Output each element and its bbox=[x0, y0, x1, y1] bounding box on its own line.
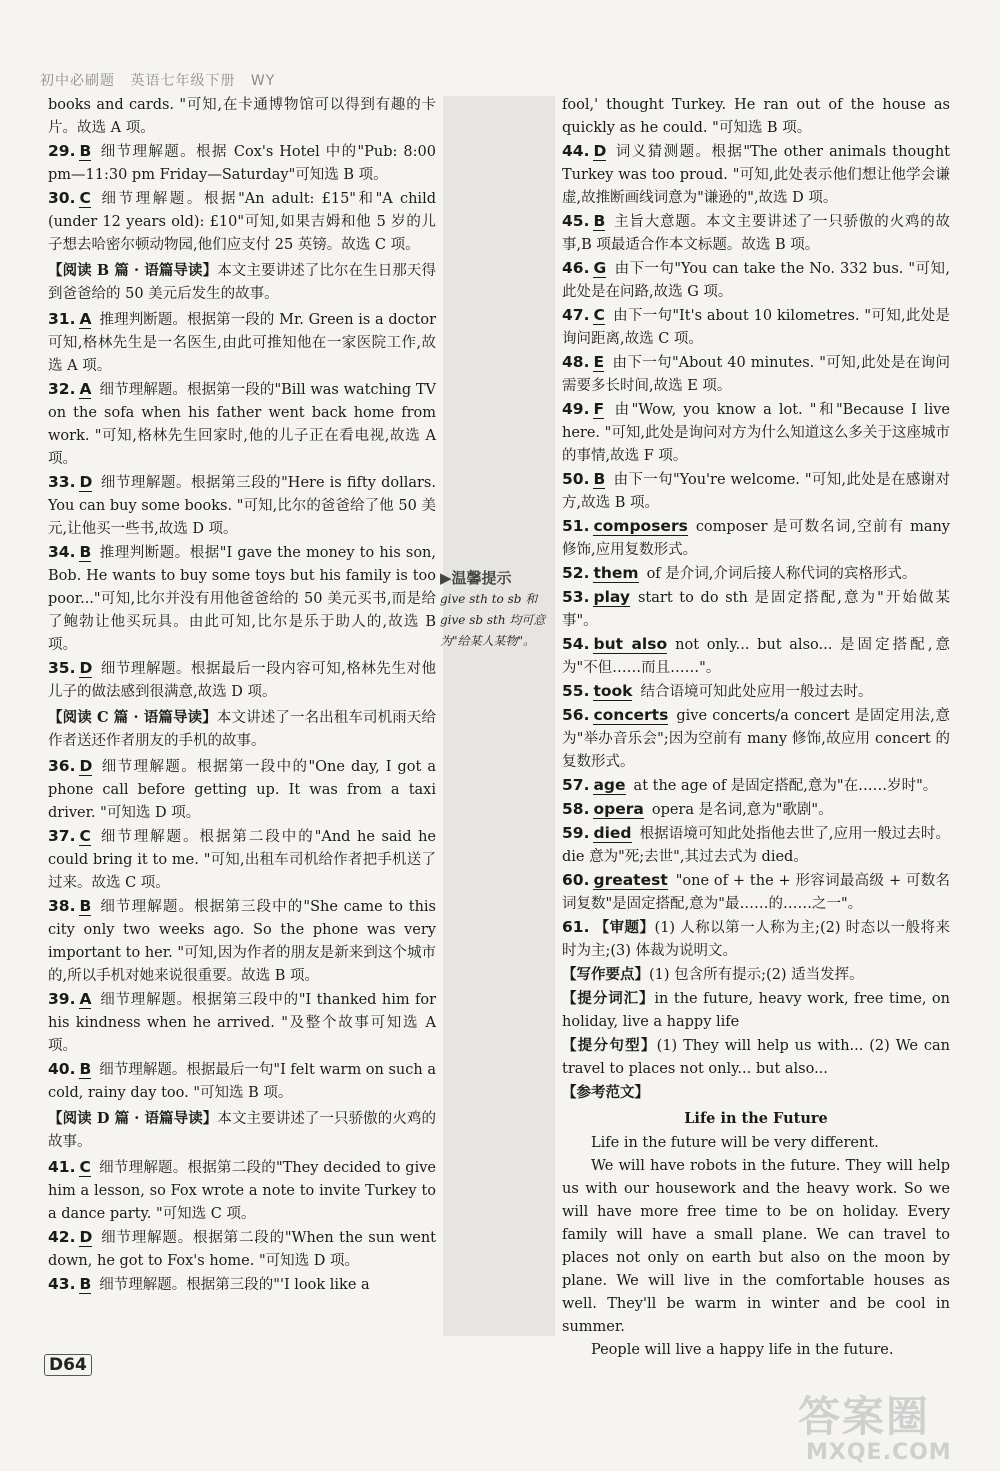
tip-title: ▶温馨提示 bbox=[440, 569, 512, 587]
answer-item bbox=[48, 1058, 436, 1105]
answer-key: B bbox=[593, 470, 606, 488]
answer-key: D bbox=[79, 757, 93, 775]
series-name: 初中必刷题 bbox=[40, 73, 115, 89]
page-header bbox=[40, 70, 285, 90]
answer-num: 51. bbox=[562, 517, 590, 535]
left-column bbox=[48, 94, 436, 1297]
answer-explanation: 细节理解题。根据第二段的"When the sun went down, he got to Fox's home. "可知选 D 项。 bbox=[48, 1230, 436, 1269]
answer-key: took bbox=[593, 682, 633, 700]
writing-section bbox=[562, 916, 950, 1362]
answer-num: 32. bbox=[48, 380, 76, 398]
answer-explanation: 细节理解题。根据第三段的"'I look like a bbox=[99, 1277, 370, 1293]
answer-explanation: 主旨大意题。本文主要讲述了一只骄傲的火鸡的故事,B 项最适合作本文标题。故选 B 项。 bbox=[562, 214, 950, 253]
answer-num: 52. bbox=[562, 564, 590, 582]
answer-key: D bbox=[79, 1228, 93, 1246]
answer-num: 39. bbox=[48, 990, 76, 1008]
answer-num: 44. bbox=[562, 142, 590, 160]
answer-explanation: 细节理解题。根据 Cox's Hotel 中的"Pub: 8:00 pm—11:30 pm Friday—Saturday"可知选 B 项。 bbox=[48, 144, 436, 183]
answer-key: opera bbox=[593, 800, 644, 818]
answer-num: 34. bbox=[48, 543, 76, 561]
answer-explanation: at the age of 是固定搭配,意为"在……岁时"。 bbox=[633, 778, 938, 794]
passage-intro bbox=[48, 1107, 436, 1154]
answer-explanation: 细节理解题。根据第三段的"Here is fifty dollars. You can buy some books. "可知,比尔的爸爸给了他 50 美元,让他买一些书,故选 D 项。 bbox=[48, 475, 436, 537]
right-column bbox=[562, 94, 950, 1362]
answer-explanation: 细节理解题。根据第二段的"They decided to give him a lesson, so Fox wrote a note to invite Turkey to a dance party. "可知选 C 项。 bbox=[48, 1160, 436, 1222]
answer-explanation: 根据语境可知此处指他去世了,应用一般过去时。die 意为"死;去世",其过去式为 died。 bbox=[562, 826, 950, 865]
answer-explanation: 由下一句"About 40 minutes. "可知,此处是在询问需要多长时间,故选 E 项。 bbox=[562, 355, 950, 394]
answer-key: died bbox=[593, 824, 632, 842]
answer-item bbox=[48, 988, 436, 1058]
answer-item bbox=[562, 257, 950, 304]
watermark-logo: 答案圈 bbox=[798, 1392, 931, 1441]
answer-num: 59. bbox=[562, 824, 590, 842]
answer-num: 48. bbox=[562, 353, 590, 371]
answer-num: 55. bbox=[562, 682, 590, 700]
answer-num: 29. bbox=[48, 142, 76, 160]
answer-explanation: 细节理解题。根据第一段的"Bill was watching TV on the sofa when his father went back home from work. "可知,格林先生回家时,他的儿子正在看电视,故选 A 项。 bbox=[48, 382, 436, 467]
watermark-site: MXQE.COM bbox=[806, 1440, 952, 1465]
answer-key: F bbox=[593, 400, 605, 418]
answer-key: B bbox=[79, 897, 92, 915]
answer-item bbox=[562, 398, 950, 468]
right-answers bbox=[562, 94, 950, 916]
essay-title: Life in the Future bbox=[684, 1110, 828, 1127]
answer-item bbox=[48, 471, 436, 541]
continued-text: fool,' thought Turkey. He ran out of the house as quickly as he could. "可知选 B 项。 bbox=[562, 97, 950, 136]
answer-key: E bbox=[593, 353, 605, 371]
answer-num: 56. bbox=[562, 706, 590, 724]
answer-key: D bbox=[79, 659, 93, 677]
answer-num: 46. bbox=[562, 259, 590, 277]
tip-box bbox=[440, 568, 552, 652]
answer-key: B bbox=[79, 1060, 92, 1078]
answer-item bbox=[48, 1156, 436, 1226]
margin-strip bbox=[443, 96, 555, 1336]
answer-item bbox=[48, 657, 436, 704]
intro-label: 【阅读 D 篇 · 语篇导读】 bbox=[48, 1110, 218, 1127]
answer-num: 35. bbox=[48, 659, 76, 677]
answer-num: 30. bbox=[48, 189, 76, 207]
answer-key: G bbox=[593, 259, 607, 277]
answer-item bbox=[562, 869, 950, 916]
answer-item bbox=[562, 351, 950, 398]
answer-key: play bbox=[593, 588, 630, 606]
answer-explanation: 由下一句"You can take the No. 332 bus. "可知,此处是在问路,故选 G 项。 bbox=[562, 261, 950, 300]
answer-num: 61. bbox=[562, 918, 590, 936]
writing-sample-label bbox=[562, 1081, 950, 1105]
sentences-label: 【提分句型】 bbox=[562, 1037, 657, 1054]
answer-num: 40. bbox=[48, 1060, 76, 1078]
answer-key: age bbox=[593, 776, 626, 794]
points-label: 【写作要点】 bbox=[562, 966, 649, 983]
answer-num: 53. bbox=[562, 588, 590, 606]
essay-paragraph: People will live a happy life in the future. bbox=[591, 1342, 894, 1358]
answer-num: 42. bbox=[48, 1228, 76, 1246]
answer-num: 47. bbox=[562, 306, 590, 324]
answer-key: composers bbox=[593, 517, 688, 535]
answer-explanation: 推理判断题。根据"I gave the money to his son, Bob. He wants to buy some toys but his family is too poor..."可知,比尔并没有用他爸爸给的 50 美元买书,而是给了鲍勃让他买玩具。由此可知,比尔是乐于助人的,故选 B 项。 bbox=[48, 545, 436, 653]
answer-key: them bbox=[593, 564, 639, 582]
intro-label: 【阅读 B 篇 · 语篇导读】 bbox=[48, 262, 218, 279]
answer-explanation: of 是介词,介词后接人称代词的宾格形式。 bbox=[646, 566, 917, 582]
answer-explanation: composer 是可数名词,空前有 many 修饰,应用复数形式。 bbox=[562, 519, 950, 558]
answer-num: 33. bbox=[48, 473, 76, 491]
answer-explanation: give concerts/a concert 是固定用法,意为"举办音乐会";因为空前有 many 修饰,故应用 concert 的复数形式。 bbox=[562, 708, 950, 770]
answer-item bbox=[48, 1273, 436, 1297]
answer-item bbox=[562, 562, 950, 586]
answer-key: B bbox=[79, 543, 92, 561]
answer-explanation: 结合语境可知此处应用一般过去时。 bbox=[640, 684, 873, 700]
answer-item bbox=[48, 308, 436, 378]
answer-explanation: 由"Wow, you know a lot. "和"Because I live here. "可知,此处是询问对方为什么知道这么多关于这座城市的事情,故选 F 项。 bbox=[562, 402, 950, 464]
answer-num: 58. bbox=[562, 800, 590, 818]
answer-item bbox=[562, 798, 950, 822]
answer-key: C bbox=[79, 189, 91, 207]
answer-explanation: "one of + the + 形容词最高级 + 可数名词复数"是固定搭配,意为"最……的……之一"。 bbox=[562, 873, 950, 912]
answer-explanation: 细节理解题。根据"An adult: £15"和"A child (under 12 years old): £10"可知,如果吉姆和他 5 岁的儿子想去哈密尔顿动物园,他们应支付 25 英镑。故选 C 项。 bbox=[48, 191, 436, 253]
subject-name: 英语七年级下册 bbox=[130, 73, 236, 89]
answer-num: 50. bbox=[562, 470, 590, 488]
writing-vocab bbox=[562, 987, 950, 1034]
answer-explanation: not only... but also... 是固定搭配,意为"不但……而且……"。 bbox=[562, 637, 950, 676]
tip-text: give sth to sb 和 give sb sth 均可意为"给某人某物"。 bbox=[440, 592, 546, 648]
answer-key: greatest bbox=[593, 871, 668, 889]
answer-item bbox=[562, 680, 950, 704]
intro-label: 【阅读 C 篇 · 语篇导读】 bbox=[48, 709, 217, 726]
answer-key: C bbox=[79, 827, 91, 845]
answer-key: C bbox=[79, 1158, 91, 1176]
answer-key: A bbox=[79, 990, 92, 1008]
answer-explanation: 细节理解题。根据第二段中的"And he said he could bring it to me. "可知,出租车司机给作者把手机送了过来。故选 C 项。 bbox=[48, 829, 436, 891]
answer-item bbox=[562, 515, 950, 562]
essay-paragraph: Life in the future will be very different. bbox=[591, 1135, 879, 1151]
answer-item bbox=[48, 1226, 436, 1273]
answer-explanation: 由下一句"You're welcome. "可知,此处是在感谢对方,故选 B 项。 bbox=[562, 472, 950, 511]
answer-num: 49. bbox=[562, 400, 590, 418]
edition-label: WY bbox=[250, 73, 276, 89]
answer-num: 31. bbox=[48, 310, 76, 328]
answer-item bbox=[48, 378, 436, 471]
answer-key: A bbox=[79, 310, 92, 328]
answer-key: but also bbox=[593, 635, 668, 653]
answer-explanation: 细节理解题。根据第三段中的"She came to this city only two weeks ago. So the phone was very important to her. "可知,因为作者的朋友是新来到这个城市的,所以手机对她来说很重要。故选 B 项。 bbox=[48, 899, 436, 984]
vocab-text: in the future, heavy work, free time, on holiday, live a happy life bbox=[562, 991, 951, 1030]
answer-num: 37. bbox=[48, 827, 76, 845]
answer-num: 57. bbox=[562, 776, 590, 794]
answer-num: 45. bbox=[562, 212, 590, 230]
answer-explanation: 细节理解题。根据第三段中的"I thanked him for his kindness when he arrived. "及整个故事可知选 A 项。 bbox=[48, 992, 436, 1054]
answer-item bbox=[562, 586, 950, 633]
answer-num: 54. bbox=[562, 635, 590, 653]
answer-key: C bbox=[593, 306, 605, 324]
answer-explanation: 细节理解题。根据最后一句"I felt warm on such a cold, rainy day too. "可知选 B 项。 bbox=[48, 1062, 436, 1101]
sentences-text: (1) They will help us with... (2) We can travel to places not only... but also... bbox=[562, 1038, 950, 1077]
answer-item bbox=[562, 304, 950, 351]
passage-intro bbox=[48, 706, 436, 753]
writing-shenti bbox=[562, 916, 950, 963]
sample-label: 【参考范文】 bbox=[562, 1084, 649, 1101]
answer-key: A bbox=[79, 380, 92, 398]
answer-item bbox=[562, 633, 950, 680]
intro-text: 本文主要讲述了一只骄傲的火鸡的故事。 bbox=[48, 1111, 436, 1150]
answer-item bbox=[48, 140, 436, 187]
answer-key: B bbox=[593, 212, 606, 230]
writing-points bbox=[562, 963, 950, 987]
answer-key: D bbox=[79, 473, 93, 491]
page-number: D64 bbox=[44, 1354, 92, 1376]
answer-key: D bbox=[593, 142, 607, 160]
intro-text: 本文主要讲述了比尔在生日那天得到爸爸给的 50 美元后发生的故事。 bbox=[48, 263, 436, 302]
answer-item bbox=[48, 541, 436, 657]
answer-explanation: 词义猜测题。根据"The other animals thought Turkey was too proud. "可知,此处表示他们想让他学会谦虚,故推断画线词意为"谦逊的",故选 D 项。 bbox=[562, 144, 950, 206]
shenti-label: 【审题】 bbox=[594, 919, 655, 936]
answer-item bbox=[562, 210, 950, 257]
answer-item bbox=[562, 704, 950, 774]
answer-explanation: 推理判断题。根据第一段的 Mr. Green is a doctor 可知,格林先生是一名医生,由此可推知他在一家医院工作,故选 A 项。 bbox=[48, 312, 436, 374]
answer-explanation: opera 是名词,意为"歌剧"。 bbox=[651, 802, 833, 818]
answer-item bbox=[562, 774, 950, 798]
answer-explanation: 细节理解题。根据第一段中的"One day, I got a phone call before getting up. It was from a taxi driver. "可知选 D 项。 bbox=[48, 759, 436, 821]
answer-explanation: start to do sth 是固定搭配,意为"开始做某事"。 bbox=[562, 590, 950, 629]
passage-intro bbox=[48, 259, 436, 306]
answer-item bbox=[48, 755, 436, 825]
essay-paragraph: We will have robots in the future. They will help us with our housework and the heavy work. So we will have more free time to be on holiday. Every family will have a small plane. We can travel to places not only on earth but also on the moon by plane. We will live in the comfortable houses as well. They'll be warm in winter and be cool in summer. bbox=[562, 1158, 950, 1335]
answer-key: concerts bbox=[593, 706, 669, 724]
answer-num: 38. bbox=[48, 897, 76, 915]
answer-num: 36. bbox=[48, 757, 76, 775]
shenti-text: (1) 人称以第一人称为主;(2) 时态以一般将来时为主;(3) 体裁为说明文。 bbox=[562, 920, 951, 959]
writing-sentences bbox=[562, 1034, 950, 1081]
answer-explanation: 细节理解题。根据最后一段内容可知,格林先生对他儿子的做法感到很满意,故选 D 项。 bbox=[48, 661, 436, 700]
answer-item bbox=[48, 895, 436, 988]
answer-item bbox=[562, 140, 950, 210]
answer-item bbox=[48, 187, 436, 257]
answer-num: 43. bbox=[48, 1275, 76, 1293]
answer-item bbox=[562, 468, 950, 515]
answer-num: 60. bbox=[562, 871, 590, 889]
answer-item bbox=[48, 825, 436, 895]
intro-text: 本文讲述了一名出租车司机雨天给作者送还作者朋友的手机的故事。 bbox=[48, 710, 437, 749]
answer-key: B bbox=[79, 142, 92, 160]
vocab-label: 【提分词汇】 bbox=[562, 990, 655, 1007]
answer-num: 41. bbox=[48, 1158, 76, 1176]
answer-item bbox=[562, 822, 950, 869]
points-text: (1) 包含所有提示;(2) 适当发挥。 bbox=[649, 967, 864, 983]
answer-explanation: 由下一句"It's about 10 kilometres. "可知,此处是询问距离,故选 C 项。 bbox=[562, 308, 950, 347]
continued-text: books and cards. "可知,在卡通博物馆可以得到有趣的卡片。故选 A 项。 bbox=[48, 97, 436, 136]
answer-key: B bbox=[79, 1275, 92, 1293]
